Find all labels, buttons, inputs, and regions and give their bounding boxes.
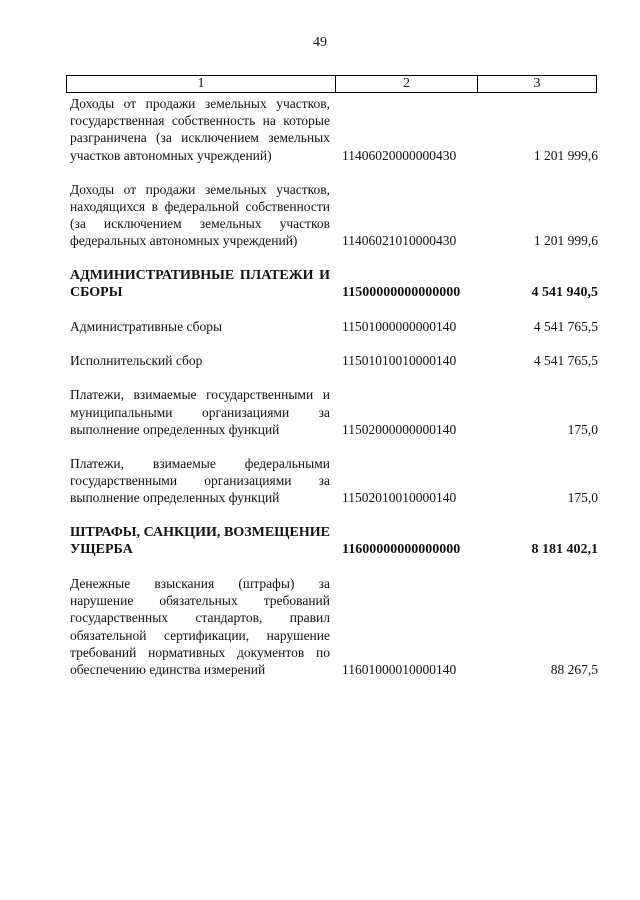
- page-number: 49: [313, 35, 327, 50]
- row-name: АДМИНИСТРАТИВНЫЕ ПЛАТЕЖИ И СБОРЫ: [70, 267, 330, 300]
- row-value: 4 541 940,5: [531, 284, 598, 300]
- row-name: Платежи, взимаемые федеральными государственными организациями за выполнение определенных функций: [70, 456, 330, 506]
- table-row-section: [70, 524, 598, 558]
- column-header-3: 3: [533, 76, 541, 91]
- row-value: 175,0: [567, 421, 598, 437]
- row-code: 11502000000000140: [342, 421, 457, 437]
- row-name: Доходы от продажи земельных участков, государственная собственность на которые разграничена (за исключением земельных участков автономных учреждений): [70, 96, 330, 163]
- table-row: [70, 95, 598, 164]
- row-code: 11600000000000000: [342, 541, 461, 557]
- row-code: 11501000000000140: [342, 319, 457, 335]
- table-row: [70, 386, 598, 438]
- row-code: 11502010010000140: [342, 490, 457, 506]
- row-code: 11406020000000430: [342, 147, 457, 163]
- table-row: [70, 181, 598, 250]
- row-name: Административные сборы: [70, 319, 223, 335]
- row-code: 11500000000000000: [342, 284, 461, 300]
- row-code: 11601000010000140: [342, 662, 457, 678]
- table-row: [70, 575, 598, 678]
- table-row: [70, 455, 598, 507]
- row-value: 4 541 765,5: [533, 353, 598, 369]
- column-header-2: 2: [336, 76, 478, 92]
- column-header-row: [66, 75, 597, 93]
- row-code: 11501010010000140: [342, 353, 457, 369]
- row-name: Платежи, взимаемые государственными и муниципальными организациями за выполнение определенных функций: [70, 387, 330, 437]
- table-row: [70, 318, 598, 335]
- row-value: 1 201 999,6: [533, 233, 598, 249]
- row-code: 11406021010000430: [342, 233, 457, 249]
- row-value: 1 201 999,6: [533, 147, 598, 163]
- row-name: Денежные взыскания (штрафы) за нарушение обязательных требований государственных стандартов, правил обязательной сертификации, нарушение требований нормативных документов по обеспечению единства измерений: [70, 576, 330, 678]
- budget-table-body: [70, 95, 598, 695]
- row-value: 4 541 765,5: [533, 319, 598, 335]
- table-row: [70, 352, 598, 369]
- row-name: ШТРАФЫ, САНКЦИИ, ВОЗМЕЩЕНИЕ УЩЕРБА: [70, 524, 330, 557]
- row-value: 88 267,5: [550, 662, 598, 678]
- row-name: Доходы от продажи земельных участков, находящихся в федеральной собственности (за исключением земельных участков федеральных автономных учреждений): [70, 181, 330, 249]
- table-row-section: [70, 267, 598, 301]
- row-value: 175,0: [567, 490, 598, 506]
- row-name: Исполнительский сбор: [70, 353, 203, 369]
- row-value: 8 181 402,1: [531, 541, 598, 557]
- column-header-1: 1: [67, 76, 336, 92]
